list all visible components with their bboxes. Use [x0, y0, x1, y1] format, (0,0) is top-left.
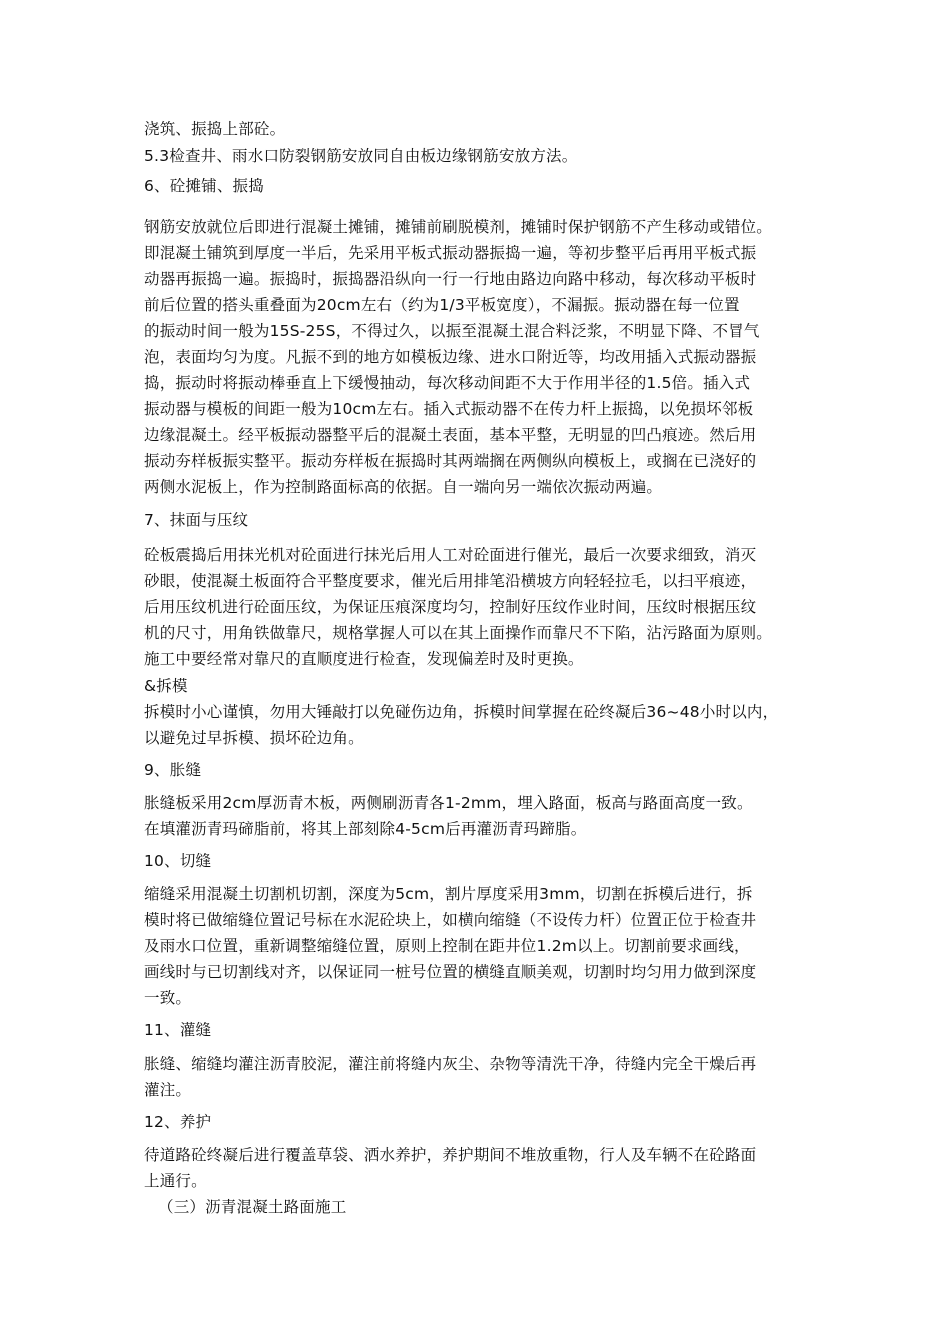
text-line: 胀缝板采用2cm厚沥青木板，两侧刷沥青各1-2mm，埋入路面，板高与路面高度一致。	[144, 794, 753, 812]
text-line: 灌注。	[144, 1081, 192, 1099]
text-line: 的振动时间一般为15S-25S，不得过久，以振至混凝土混合料泛浆，不明显下降、不冒气	[144, 322, 760, 340]
text-line: 缩缝采用混凝土切割机切割，深度为5cm，割片厚度采用3mm，切割在拆模后进行，拆	[144, 885, 753, 903]
text-line: 边缘混凝土。经平板振动器整平后的混凝土表面，基本平整，无明显的凹凸痕迹。然后用	[144, 426, 757, 444]
text-line: 胀缝、缩缝均灌注沥青胶泥，灌注前将缝内灰尘、杂物等清洗干净，待缝内完全干燥后再	[144, 1055, 757, 1073]
text-line: 以避免过早拆模、损坏砼边角。	[144, 729, 364, 747]
text-line: 在填灌沥青玛碲脂前，将其上部刻除4-5cm后再灌沥青玛蹄脂。	[144, 820, 587, 838]
section-heading: 6、砼摊铺、振捣	[144, 177, 264, 195]
text-line: 施工中要经常对靠尺的直顺度进行检查，发现偏差时及时更换。	[144, 650, 584, 668]
subsection-heading: （三）沥青混凝土路面施工	[158, 1198, 347, 1216]
section-heading: 10、切缝	[144, 852, 212, 870]
section-heading: &拆模	[144, 677, 188, 695]
text-line: 捣，振动时将振动棒垂直上下缓慢抽动，每次移动间距不大于作用半径的1.5倍。插入式	[144, 374, 751, 392]
text-line: 拆模时小心谨慎，勿用大锤敲打以免碰伤边角，拆模时间掌握在砼终凝后36~48小时以内，	[144, 703, 779, 721]
text-line: 一致。	[144, 989, 192, 1007]
text-line: 两侧水泥板上，作为控制路面标高的依据。自一端向另一端依次振动两遍。	[144, 478, 663, 496]
section-heading: 9、胀缝	[144, 761, 202, 779]
text-line: 机的尺寸，用角铁做靠尺，规格掌握人可以在其上面操作而靠尺不下陷，沾污路面为原则。	[144, 624, 773, 642]
text-line: 浇筑、振捣上部砼。	[144, 120, 286, 138]
text-line: 泡，表面均匀为度。凡振不到的地方如模板边缘、进水口附近等，均改用插入式振动器振	[144, 348, 757, 366]
text-line: 前后位置的搭头重叠面为20cm左右（约为1/3平板宽度），不漏振。振动器在每一位置	[144, 296, 740, 314]
text-line: 画线时与已切割线对齐，以保证同一桩号位置的横缝直顺美观，切割时均匀用力做到深度	[144, 963, 757, 981]
text-line: 砼板震捣后用抹光机对砼面进行抹光后用人工对砼面进行催光，最后一次要求细致，消灭	[144, 546, 757, 564]
section-heading: 11、灌缝	[144, 1021, 212, 1039]
section-heading: 7、抹面与压纹	[144, 511, 249, 529]
text-line: 砂眼，使混凝土板面符合平整度要求，催光后用排笔沿横坡方向轻轻拉毛，以扫平痕迹，	[144, 572, 757, 590]
section-heading: 12、养护	[144, 1113, 212, 1131]
text-line: 即混凝土铺筑到厚度一半后，先采用平板式振动器振捣一遍，等初步整平后再用平板式振	[144, 244, 757, 262]
text-line: 振动夯样板振实整平。振动夯样板在振捣时其两端搁在两侧纵向模板上，或搁在已浇好的	[144, 452, 757, 470]
text-line: 钢筋安放就位后即进行混凝土摊铺，摊铺前刷脱模剂，摊铺时保护钢筋不产生移动或错位。	[144, 218, 773, 236]
text-line: 模时将已做缩缝位置记号标在水泥砼块上，如横向缩缝（不设传力杆）位置正位于检查井	[144, 911, 757, 929]
text-line: 待道路砼终凝后进行覆盖草袋、洒水养护，养护期间不堆放重物，行人及车辆不在砼路面	[144, 1146, 757, 1164]
text-line: 5.3检查井、雨水口防裂钢筋安放同自由板边缘钢筋安放方法。	[144, 147, 578, 165]
text-line: 上通行。	[144, 1172, 207, 1190]
text-line: 动器再振捣一遍。振捣时，振捣器沿纵向一行一行地由路边向路中移动，每次移动平板时	[144, 270, 757, 288]
text-line: 振动器与模板的间距一般为10cm左右。插入式振动器不在传力杆上振捣，以免损坏邻板	[144, 400, 754, 418]
text-line: 及雨水口位置，重新调整缩缝位置，原则上控制在距井位1.2m以上。切割前要求画线，	[144, 937, 750, 955]
text-line: 后用压纹机进行砼面压纹，为保证压痕深度均匀，控制好压纹作业时间，压纹时根据压纹	[144, 598, 757, 616]
